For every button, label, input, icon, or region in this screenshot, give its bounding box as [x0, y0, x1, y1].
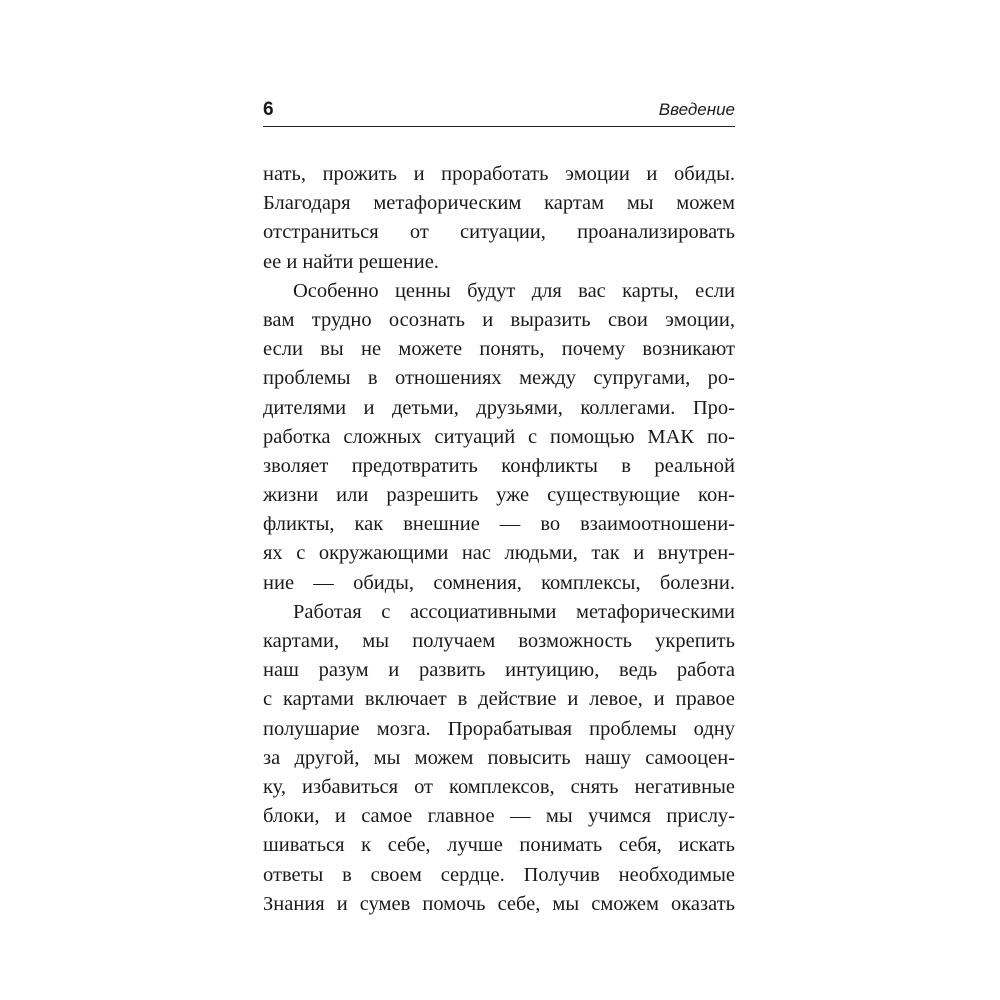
text-line: жизни или разрешить уже существующие кон-	[263, 484, 735, 507]
text-line: фликты, как внешние — во взаимоотношени-	[263, 513, 735, 536]
text-line: ние — обиды, сомнения, комплексы, болезни.	[263, 571, 735, 594]
text-line: шиваться к себе, лучше понимать себя, искать	[263, 834, 735, 857]
text-line: полушарие мозга. Прорабатывая проблемы одну	[263, 717, 735, 740]
text-line: наш разум и развить интуицию, ведь работа	[263, 659, 735, 682]
text-line: картами, мы получаем возможность укрепить	[263, 630, 735, 652]
section-title: Введение	[658, 100, 735, 119]
text-line: ях с окружающими нас людьми, так и внутрен-	[263, 542, 735, 565]
text-line: ее и найти решение.	[263, 250, 439, 273]
body-text	[263, 160, 735, 919]
text-line: Особенно ценны будут для вас карты, если	[293, 279, 735, 302]
text-line: Благодаря метафорическим картам мы можем	[263, 192, 735, 215]
text-line: ку, избавиться от комплексов, снять негативные	[263, 775, 735, 798]
text-line: нать, прожить и проработать эмоции и обиды.	[263, 163, 735, 185]
text-line: вам трудно осознать и выразить свои эмоции,	[263, 308, 735, 331]
text-line: блоки, и самое главное — мы учимся прислу-	[263, 805, 735, 828]
text-line: работка сложных ситуаций с помощью МАК по-	[263, 425, 735, 448]
running-header	[263, 96, 735, 127]
paragraph-1	[263, 160, 735, 277]
text-line: с картами включает в действие и левое, и правое	[263, 688, 735, 711]
text-line: Работая с ассоциативными метафорическими	[293, 600, 735, 623]
text-line: если вы не можете понять, почему возникают	[263, 338, 735, 361]
text-line: дителями и детьми, друзьями, коллегами. Про-	[263, 396, 735, 419]
text-line: проблемы в отношениях между супругами, ро-	[263, 367, 735, 390]
paragraph-3	[263, 598, 735, 919]
text-line: Знания и сумев помочь себе, мы сможем оказать	[263, 892, 735, 915]
paragraph-2	[263, 277, 735, 598]
page-number: 6	[263, 99, 274, 120]
text-line: за другой, мы можем повысить нашу самооцен-	[263, 746, 735, 769]
text-line: зволяет предотвратить конфликты в реальной	[263, 454, 735, 477]
text-line: отстраниться от ситуации, проанализировать	[263, 221, 735, 244]
text-line: ответы в своем сердце. Получив необходимые	[263, 863, 735, 886]
